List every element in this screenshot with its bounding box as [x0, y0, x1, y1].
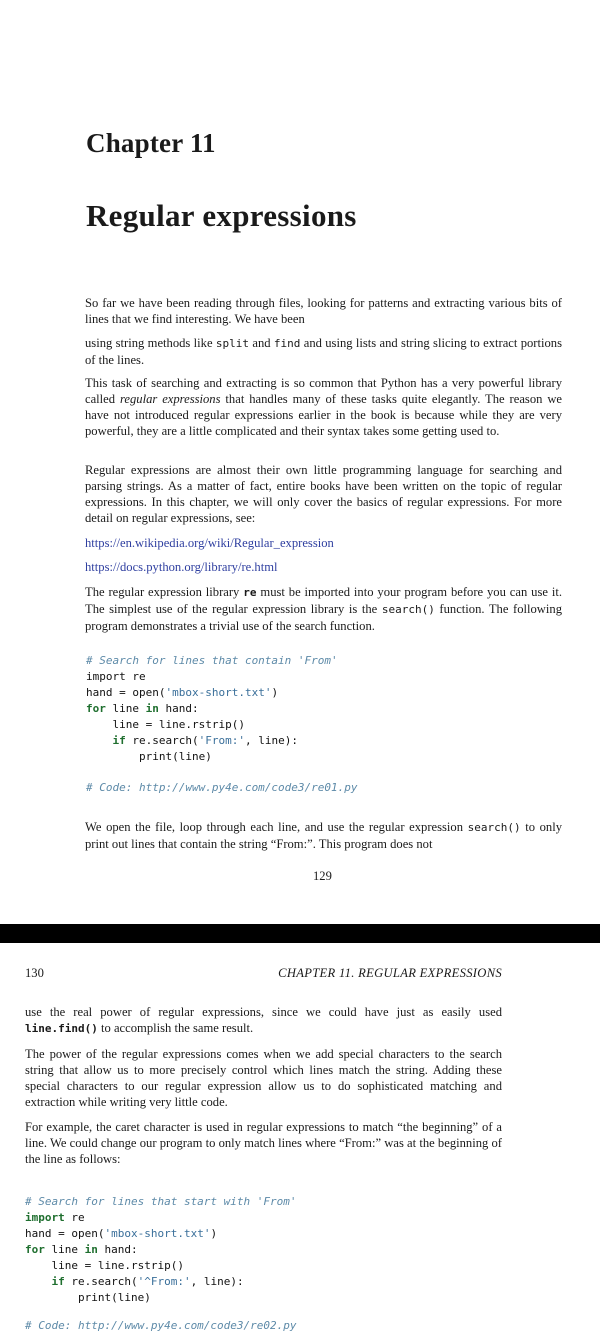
paragraph-regex-library: This task of searching and extracting is so common that Python has a very powerful library called regular expressions that handles many of these tasks quite elegantly. The reason we have not introduced regular expressions earlier in the book is because while they are very powerful, they are a little complicated and their syntax takes some getting used to. — [85, 376, 563, 438]
code-source-link: # Code: http://www.py4e.com/code3/re01.py — [86, 781, 358, 794]
paragraph-real-power: use the real power of regular expressions, since we could have just as easily used line.find() to accomplish the same result. — [25, 1005, 502, 1035]
page-divider — [0, 924, 600, 943]
paragraph-re-library: The regular expression library re must be imported into your program before you can use it. The simplest use of the regular expression library is the search() function. The following program demonstrates a trivial use of the search function. — [85, 585, 562, 633]
paragraph-loop-explanation: We open the file, loop through each line, and use the regular expression search() to only print out lines that contain the string “From:”. This program does not — [85, 820, 562, 851]
code-block-re02: # Search for lines that start with 'From' import re hand = open('mbox-short.txt') for line in hand: line = line.rstrip() if re.search('^From:', line): print(line) — [25, 1195, 297, 1304]
chapter-title: Regular expressions — [86, 198, 357, 233]
page-number: 129 — [313, 869, 332, 883]
paragraph-regex-language: Regular expressions are almost their own little programming language for searching and parsing strings. As a matter of fact, entire books have been written on the topic of regular expressions. In this chapter, we will only cover the basics of regular expressions. For more detail on regular expressions, see: — [85, 463, 562, 525]
paragraph-special-characters: The power of the regular expressions comes when we add special characters to the search string that allow us to more precisely control which lines match the string. Adding these special characters to our regular expression allow us to do sophisticated matching and extraction while writing very little code. — [25, 1047, 502, 1109]
code-find: find — [273, 337, 301, 350]
running-head: CHAPTER 11. REGULAR EXPRESSIONS — [278, 966, 502, 980]
code-search: search() — [381, 603, 435, 616]
code-search-inline: search() — [467, 821, 521, 834]
chapter-label: Chapter 11 — [86, 128, 216, 158]
emphasis-regular-expressions: regular expressions — [119, 392, 221, 406]
code-re: re — [243, 586, 257, 599]
link-wikipedia[interactable]: https://en.wikipedia.org/wiki/Regular_expression — [85, 536, 334, 550]
code-line-find: line.find() — [25, 1022, 98, 1035]
page-number: 130 — [25, 966, 44, 980]
code-source-link: # Code: http://www.py4e.com/code3/re02.py — [25, 1319, 297, 1332]
paragraph-intro: So far we have been reading through files, looking for patterns and extracting various bits of lines that we find interesting. We have been — [85, 296, 562, 326]
code-block-re01: # Search for lines that contain 'From' import re hand = open('mbox-short.txt') for line in hand: line = line.rstrip() if re.search('From:', line): print(line) — [86, 654, 338, 763]
page-130 — [0, 943, 600, 1333]
paragraph-caret: For example, the caret character is used in regular expressions to match “the beginning” of a line. We could change our program to only match lines where “From:” was at the beginning of the line as follows: — [25, 1120, 502, 1166]
link-python-docs[interactable]: https://docs.python.org/library/re.html — [85, 560, 278, 574]
code-split: split — [215, 337, 250, 350]
paragraph-string-methods: using string methods like split and find and using lists and string slicing to extract portions of the lines. — [85, 336, 562, 367]
